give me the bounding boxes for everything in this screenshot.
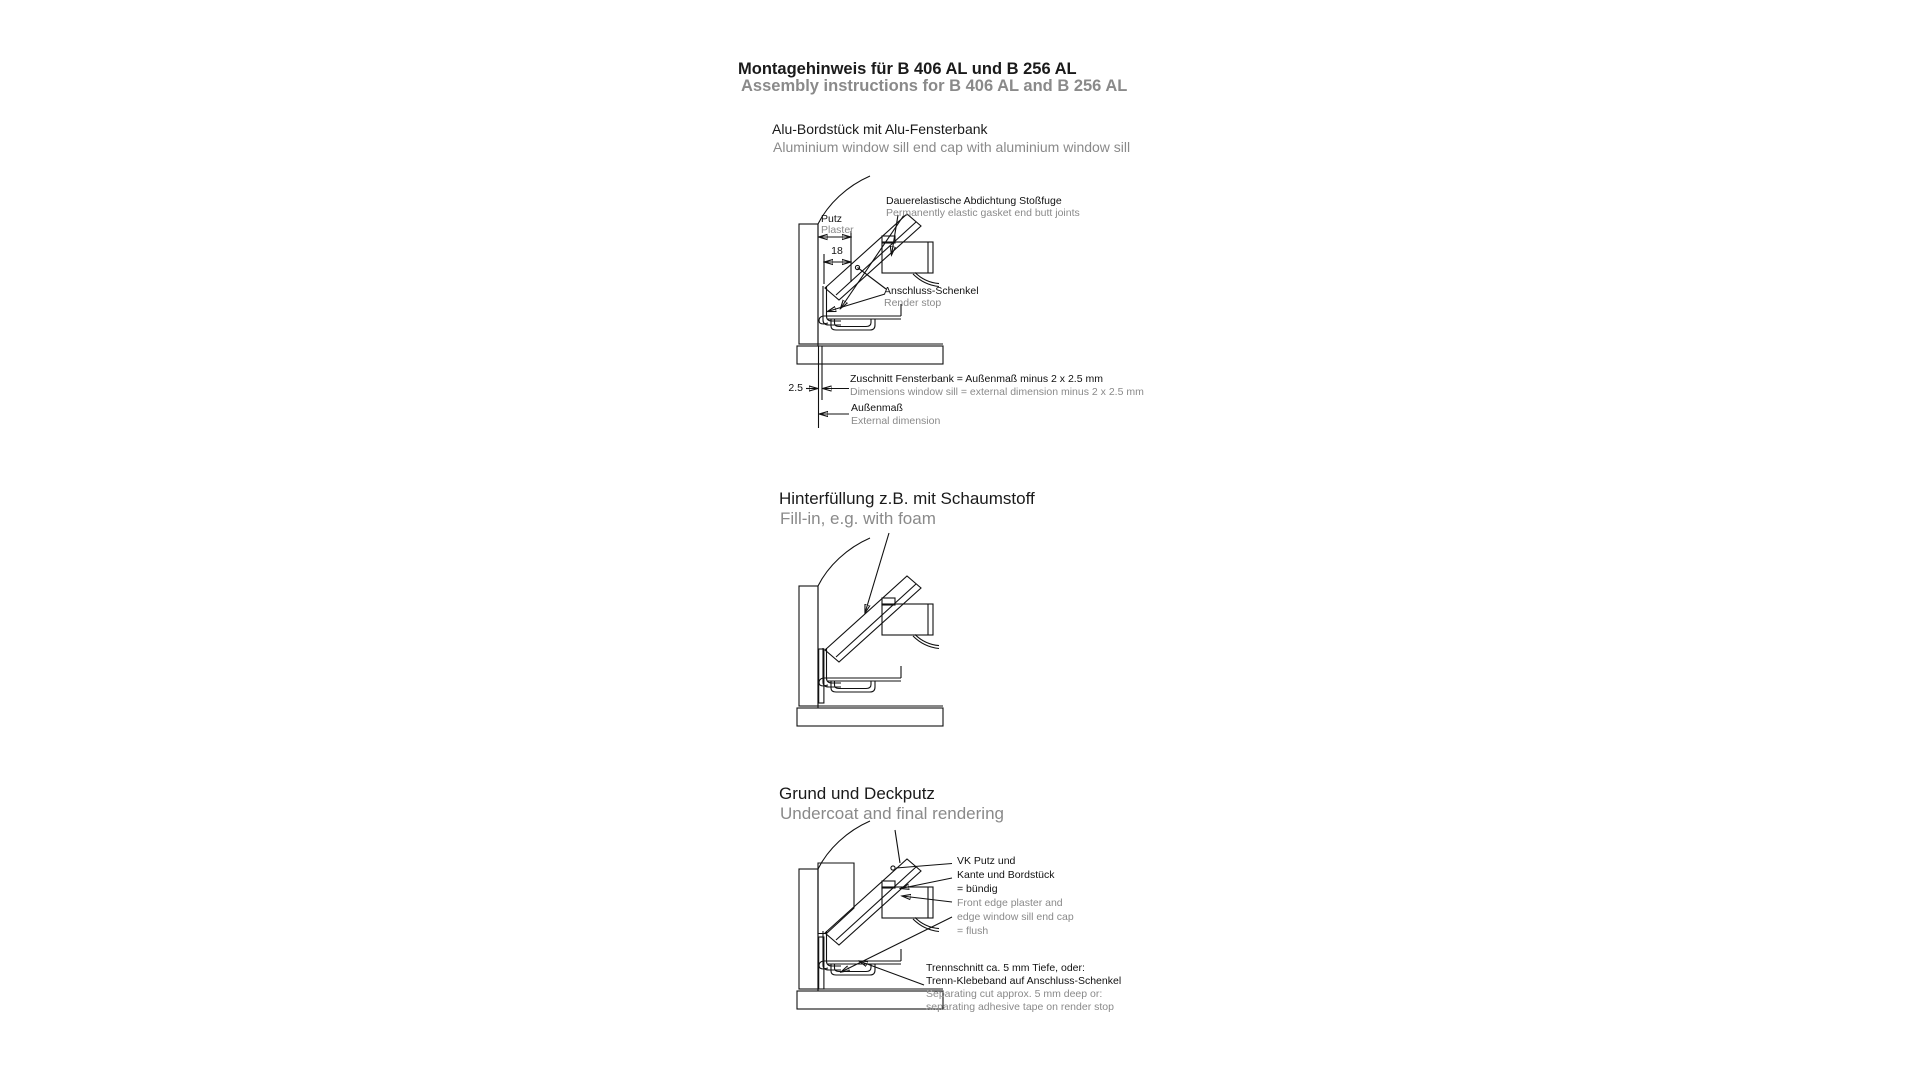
page-title-en: Assembly instructions for B 406 AL and B 256 AL [741, 77, 1128, 95]
label-flush-de-2: Kante und Bordstück [957, 869, 1055, 881]
section-3-heading-de: Grund und Deckputz [779, 784, 935, 803]
label-trenn-en-1: Separating cut approx. 5 mm deep or: [926, 988, 1103, 1000]
section-2-heading-de: Hinterfüllung z.B. mit Schaumstoff [779, 489, 1035, 508]
label-gasket-en: Permanently elastic gasket end butt joints [886, 207, 1080, 219]
diagram-3-drawing [795, 810, 1195, 1050]
label-trenn-de-1: Trennschnitt ca. 5 mm Tiefe, oder: [926, 962, 1085, 974]
diagram-2-drawing [795, 530, 1195, 735]
section-3-heading-en: Undercoat and final rendering [780, 804, 1004, 823]
label-flush-en-2: edge window sill end cap [957, 911, 1074, 923]
label-stop-de: Anschluss-Schenkel [884, 285, 979, 297]
page-title-de: Montagehinweis für B 406 AL und B 256 AL [738, 60, 1077, 78]
label-trenn-en-2: separating adhesive tape on render stop [926, 1001, 1114, 1013]
section-1-heading-de: Alu-Bordstück mit Alu-Fensterbank [772, 121, 988, 137]
label-ext-en: External dimension [851, 415, 941, 427]
label-trenn-de-2: Trenn-Klebeband auf Anschluss-Schenkel [926, 975, 1122, 987]
label-cut-en: Dimensions window sill = external dimension minus 2 x 2.5 mm [850, 386, 1144, 398]
diagram-2-foam-fill [795, 530, 1195, 735]
label-gasket-de: Dauerelastische Abdichtung Stoßfuge [886, 195, 1062, 207]
section-1-heading-en: Aluminium window sill end cap with aluminium window sill [773, 139, 1131, 155]
label-putz-en: Plaster [821, 224, 854, 236]
label-stop-en: Render stop [884, 297, 942, 309]
label-flush-de-3: = bündig [957, 883, 998, 895]
label-dim-25: 2.5 [788, 382, 803, 394]
label-dim-18: 18 [831, 245, 843, 257]
diagram-3-rendering [795, 810, 1195, 1050]
label-flush-en-1: Front edge plaster and [957, 897, 1063, 909]
label-putz-de: Putz [821, 213, 843, 225]
label-ext-de: Außenmaß [851, 402, 903, 414]
label-flush-de-1: VK Putz und [957, 855, 1016, 867]
section-2-heading-en: Fill-in, e.g. with foam [780, 509, 936, 528]
diagram-1-end-cap [788, 170, 1195, 435]
label-flush-en-3: = flush [957, 925, 989, 937]
label-cut-de: Zuschnitt Fensterbank = Außenmaß minus 2 x 2.5 mm [850, 373, 1103, 385]
